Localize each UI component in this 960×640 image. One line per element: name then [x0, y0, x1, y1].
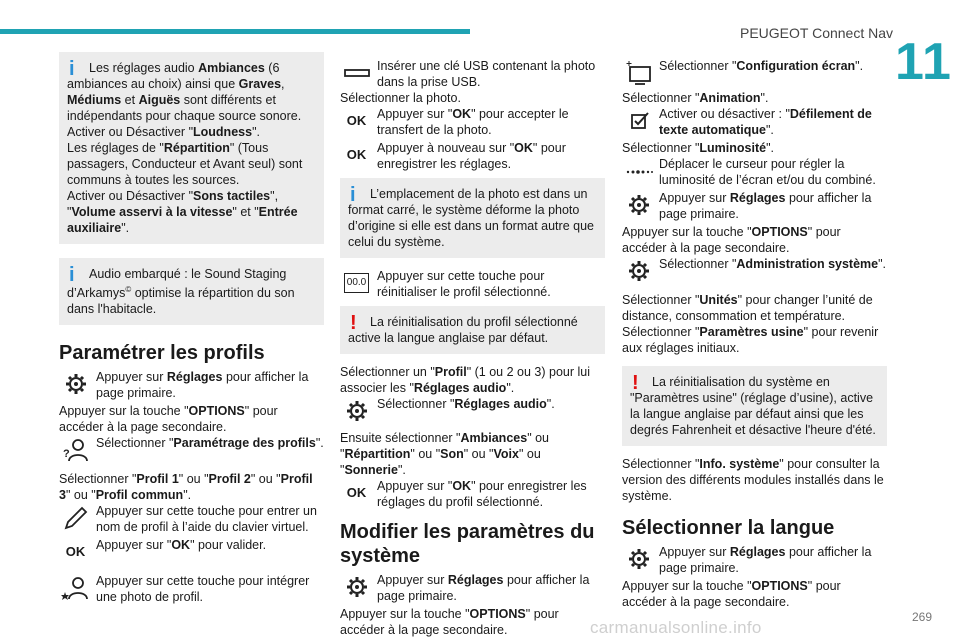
section-heading-language: Sélectionner la langue	[622, 517, 835, 539]
step-system-admin: Sélectionner "Administration système".	[622, 256, 887, 286]
warning-note-reset: ! La réinitialisation du profil sélectionné active la langue anglaise par défaut.	[340, 306, 605, 354]
usb-icon	[340, 58, 373, 88]
step-brightness: Déplacer le curseur pour régler la luminosité de l’écran et/ou du combiné.	[622, 156, 887, 188]
gear-icon[interactable]	[340, 396, 373, 426]
note-text: Les réglages audio Ambiances (6 ambiances au choix) ainsi que Graves, Médiums et Aiguës sont différents et indépendants pour chaque source sonore. Activer ou Désactiver "Loudness". Les réglages de "Répartition" (Tous passagers, Conducteur et Avant seul) sont communs à toutes les sources. Activer ou Désactiver "Sons tactiles", "Volume asservi à la vitesse" et "Entrée auxiliaire".	[67, 61, 303, 235]
gear-icon[interactable]	[622, 256, 655, 286]
warning-note-factory-reset: ! La réinitialisation du système en "Paramètres usine" (réglage d’usine), active la langue anglaise par défaut ainsi que les degrés Fahrenheit et désactive l'heure d'été.	[622, 366, 887, 446]
info-note-audio-settings	[59, 52, 324, 244]
warning-icon: !	[632, 372, 639, 394]
checkbox-icon[interactable]	[622, 106, 655, 136]
profile-settings-icon[interactable]	[59, 435, 92, 465]
section-heading-profiles: Paramétrer les profils	[59, 342, 265, 365]
step-settings: Appuyer sur Réglages pour afficher la page primaire.	[340, 572, 605, 604]
ok-button[interactable]: OK	[346, 113, 367, 128]
step-rename-profile: Appuyer sur cette touche pour entrer un nom de profil à l’aide du clavier virtuel.	[59, 503, 324, 535]
ok-button[interactable]: OK	[346, 147, 367, 162]
section-heading-system: Modifier les paramètres du système	[340, 521, 595, 567]
column-1	[59, 52, 324, 607]
column-3	[622, 58, 887, 610]
step-settings: Appuyer sur Réglages pour afficher la page primaire.	[622, 190, 887, 222]
note-text: Audio embarqué : le Sound Staging d’Arkamys© optimise la répartition du son dans l'habitacle.	[67, 267, 295, 317]
chapter-number: 11	[895, 33, 952, 91]
step-accept-transfer: OK Appuyer sur "OK" pour accepter le transfert de la photo.	[340, 106, 605, 138]
instruction-text: Sélectionner un "Profil" (1 ou 2 ou 3) pour lui associer les "Réglages audio".	[340, 365, 590, 395]
step-insert-usb: Insérer une clé USB contenant la photo dans la prise USB.	[340, 58, 605, 90]
info-icon: i	[69, 264, 75, 286]
profile-photo-icon[interactable]	[59, 573, 92, 603]
instruction-text: Appuyer sur la touche "OPTIONS" pour accéder à la page secondaire.	[622, 225, 841, 255]
step-auto-scroll: Activer ou désactiver : "Défilement de texte automatique".	[622, 106, 887, 138]
step-profile-photo: Appuyer sur cette touche pour intégrer une photo de profil.	[59, 573, 324, 605]
gear-icon[interactable]	[622, 544, 655, 574]
step-screen-config: Sélectionner "Configuration écran".	[622, 58, 887, 88]
info-icon: i	[69, 58, 75, 80]
step-settings: Appuyer sur Réglages pour afficher la page primaire.	[59, 369, 324, 401]
step-audio-settings: Sélectionner "Réglages audio".	[340, 396, 605, 426]
instruction-text: Appuyer sur la touche "OPTIONS" pour accéder à la page secondaire.	[59, 404, 278, 435]
reset-profile-icon[interactable]: 00.0	[340, 268, 373, 298]
gear-icon[interactable]	[59, 369, 92, 399]
watermark: carmanualsonline.info	[590, 618, 762, 637]
gear-icon[interactable]	[622, 190, 655, 220]
svg-text:?: ?	[62, 448, 70, 461]
instruction-text: Sélectionner "Luminosité".	[622, 141, 774, 155]
gear-icon[interactable]	[340, 572, 373, 602]
column-2	[340, 58, 605, 638]
screen-config-icon[interactable]	[622, 58, 655, 88]
step-profile-setup: ? Sélectionner "Paramétrage des profils".	[59, 435, 324, 465]
info-note-photo-format: i L’emplacement de la photo est dans un format carré, le système déforme la photo d’origine si elle est dans un format autre que celui du système.	[340, 178, 605, 258]
info-icon: i	[350, 184, 356, 206]
warning-icon: !	[350, 312, 357, 334]
instruction-text: Sélectionner "Info. système" pour consulter la version des différents modules installés dans le système.	[622, 457, 884, 503]
instruction-text: Sélectionner la photo.	[340, 91, 461, 105]
page-number: 269	[912, 610, 933, 624]
pencil-icon[interactable]	[59, 503, 92, 533]
instruction-text: Sélectionner "Profil 1" ou "Profil 2" ou "Profil 3" ou "Profil commun".	[59, 472, 313, 503]
step-save-profile: OK Appuyer sur "OK" pour enregistrer les réglages du profil sélectionné.	[340, 478, 605, 510]
instruction-text: Sélectionner "Animation".	[622, 91, 769, 105]
step-save-settings: OK Appuyer à nouveau sur "OK" pour enregistrer les réglages.	[340, 140, 605, 172]
step-settings: Appuyer sur Réglages pour afficher la page primaire.	[622, 544, 887, 576]
manual-title: PEUGEOT Connect Nav	[740, 25, 894, 41]
info-note-sound-staging	[59, 258, 324, 325]
instruction-text: Ensuite sélectionner "Ambiances" ou "Répartition" ou "Son" ou "Voix" ou "Sonnerie".	[340, 431, 550, 477]
step-reset-profile: 00.0 Appuyer sur cette touche pour réinitialiser le profil sélectionné.	[340, 268, 605, 300]
instruction-text: Appuyer sur la touche "OPTIONS" pour accéder à la page secondaire.	[340, 607, 559, 637]
ok-button[interactable]: OK	[346, 485, 367, 500]
header-accent-bar	[0, 29, 470, 34]
instruction-text: Appuyer sur la touche "OPTIONS" pour accéder à la page secondaire.	[622, 579, 841, 609]
ok-button[interactable]: OK	[65, 544, 86, 560]
step-validate: OK Appuyer sur "OK" pour valider.	[59, 537, 324, 567]
brightness-slider-icon[interactable]	[622, 156, 655, 186]
instruction-text: Sélectionner "Unités" pour changer l’unité de distance, consommation et température. Sélectionner "Paramètres usine" pour revenir aux réglages initiaux.	[622, 293, 879, 355]
